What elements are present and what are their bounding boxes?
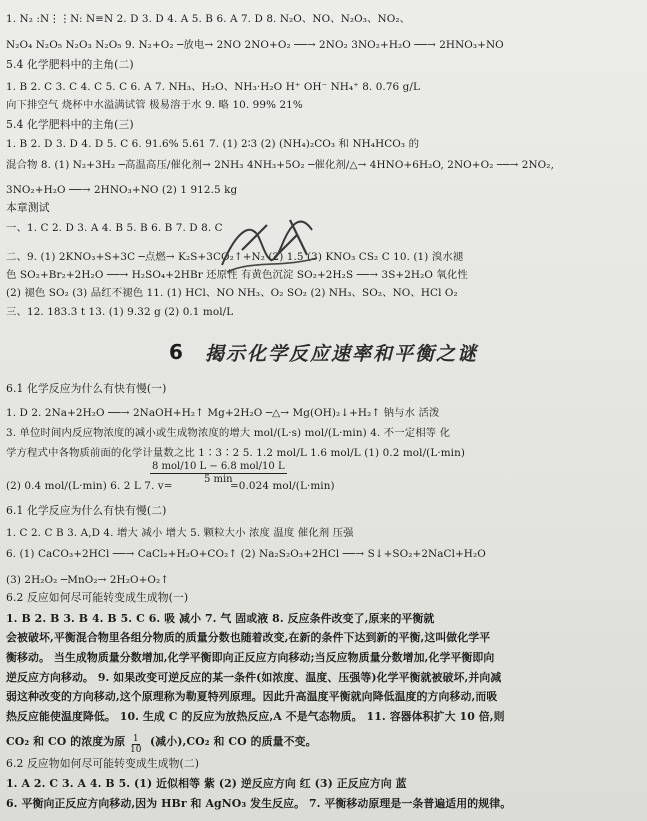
text-line: 6.2 反应如何尽可能转变成生成物(一) (6, 591, 189, 604)
chapter-heading (0, 336, 647, 368)
text-line: 三、12. 183.3 t 13. (1) 9.32 g (2) 0.1 mol/L (6, 306, 234, 318)
text-line: =0.024 mol/(L·min) (230, 480, 335, 492)
text-line: (2) 褪色 SO₂ (3) 品红不褪色 11. (1) HCl、NO NH₃、O₂ SO₂ (2) NH₃、SO₂、NO、HCl O₂ (6, 287, 458, 299)
text-line: 3. 单位时间内反应物浓度的减小或生成物浓度的增大 mol/(L·s) mol/(L·min) 4. 不一定相等 化 (6, 427, 451, 439)
text-line: 1. B 2. C 3. C 4. C 5. C 6. A 7. NH₃、H₂O、NH₃·H₂O H⁺ OH⁻ NH₄⁺ 8. 0.76 g/L (6, 81, 421, 93)
text-line: 向下排空气 烧杯中水溢满试管 极易溶于水 9. 略 10. 99% 21% (6, 99, 303, 111)
text-line: CO₂ 和 CO 的浓度为原 (6, 735, 126, 748)
handwritten-signature (212, 210, 332, 280)
text-line: 1. D 2. 2Na+2H₂O ──→ 2NaOH+H₂↑ Mg+2H₂O ─△→ Mg(OH)₂↓+H₂↑ 钠与水 活泼 (6, 407, 440, 419)
text-line: 二、9. (1) 2KNO₃+S+3C ─点燃→ K₂S+3CO₂↑+N₂ (2) 1.5 (3) KNO₃ CS₂ C 10. (1) 溴水褪 (6, 251, 464, 263)
text-line: 6. (1) CaCO₃+2HCl ──→ CaCl₂+H₂O+CO₂↑ (2) Na₂S₂O₃+2HCl ──→ S↓+SO₂+2NaCl+H₂O (6, 548, 486, 560)
text-line: (减小),CO₂ 和 CO 的质量不变。 (150, 735, 317, 748)
text-line: 本章测试 (6, 201, 50, 214)
text-line: 1. C 2. C B 3. A,D 4. 增大 减小 增大 5. 颗粒大小 浓度 温度 催化剂 压强 (6, 527, 354, 539)
text-line: (2) 0.4 mol/(L·min) 6. 2 L 7. v= (6, 480, 173, 492)
text-line: 弱这种改变的方向移动,这个原理称为勒夏特列原理。因此升高温度平衡就向降低温度的方向移动,而吸 (6, 690, 498, 703)
text-line: 6.1 化学反应为什么有快有慢(二) (6, 504, 167, 517)
chapter-number: 6 (169, 340, 183, 364)
text-line: 热反应能使温度降低。 10. 生成 C 的反应为放热反应,A 不是气态物质。 11. 容器体积扩大 10 倍,则 (6, 710, 505, 723)
text-line: 会被破坏,平衡混合物里各组分物质的质量分数也随着改变,在新的条件下达到新的平衡,这叫做化学平 (6, 631, 491, 644)
text-line: 6.2 反应物如何尽可能转变成生成物(二) (6, 757, 200, 770)
text-line: 6.1 化学反应为什么有快有慢(一) (6, 382, 167, 395)
rate-fraction-denominator: 5 min (203, 474, 233, 485)
text-line: 色 SO₂+Br₂+2H₂O ──→ H₂SO₄+2HBr 还原性 有黄色沉淀 SO₂+2H₂S ──→ 3S+2H₂O 氧化性 (6, 269, 468, 281)
chapter-title: 揭示化学反应速率和平衡之谜 (204, 342, 478, 365)
text-line: 5.4 化学肥料中的主角(三) (6, 118, 134, 131)
rate-fraction (150, 461, 287, 486)
text-line: 一、1. C 2. D 3. A 4. B 5. B 6. B 7. D 8. C (6, 222, 223, 234)
text-line: 1. B 2. B 3. B 4. B 5. C 6. 吸 减小 7. 气 固或液 8. 反应条件改变了,原来的平衡就 (6, 612, 435, 625)
text-line: 逆反应方向移动。 9. 如果改变可逆反应的某一条件(如浓度、温度、压强等)化学平衡就被破坏,并向减 (6, 671, 502, 684)
one-tenth-fraction (130, 734, 141, 755)
one-tenth-numerator: 1 (132, 734, 139, 744)
text-line: 混合物 8. (1) N₂+3H₂ ─高温高压/催化剂→ 2NH₃ 4NH₃+5O₂ ─催化剂/△→ 4HNO+6H₂O, 2NO+O₂ ──→ 2NO₂, (6, 159, 554, 171)
text-line: (3) 2H₂O₂ ─MnO₂→ 2H₂O+O₂↑ (6, 574, 170, 586)
text-line: 1. A 2. C 3. A 4. B 5. (1) 近似相等 紫 (2) 逆反应方向 红 (3) 正反应方向 蓝 (6, 777, 407, 790)
text-line: 学方程式中各物质前面的化学计量数之比 1∶3∶2 5. 1.2 mol/L 1.6 mol/L (1) 0.2 mol/(L·min) (6, 447, 466, 459)
text-line: 衡移动。 当生成物质量分数增加,化学平衡即向正反应方向移动;当反应物质量分数增加,化学平衡即向 (6, 651, 495, 664)
text-line: 1. N₂ :N⋮⋮N: N≡N 2. D 3. D 4. A 5. B 6. A 7. D 8. N₂O、NO、N₂O₃、NO₂、 (6, 13, 411, 25)
text-line: 6. 平衡向正反应方向移动,因为 HBr 和 AgNO₃ 发生反应。 7. 平衡移动原理是一条普遍适用的规律。 (6, 797, 512, 810)
text-line: 3NO₂+H₂O ──→ 2HNO₃+NO (2) 1 912.5 kg (6, 184, 238, 196)
text-line: 5.4 化学肥料中的主角(二) (6, 58, 134, 71)
text-line: N₂O₄ N₂O₅ N₂O₃ N₂O₅ 9. N₂+O₂ ─放电→ 2NO 2NO+O₂ ──→ 2NO₂ 3NO₂+H₂O ──→ 2HNO₃+NO (6, 39, 504, 51)
one-tenth-denominator: 10 (130, 745, 142, 755)
text-line: 1. B 2. D 3. D 4. D 5. C 6. 91.6% 5.61 7. (1) 2∶3 (2) (NH₄)₂CO₃ 和 NH₄HCO₃ 的 (6, 138, 420, 150)
rate-fraction-numerator: 8 mol/10 L − 6.8 mol/10 L (152, 461, 285, 472)
